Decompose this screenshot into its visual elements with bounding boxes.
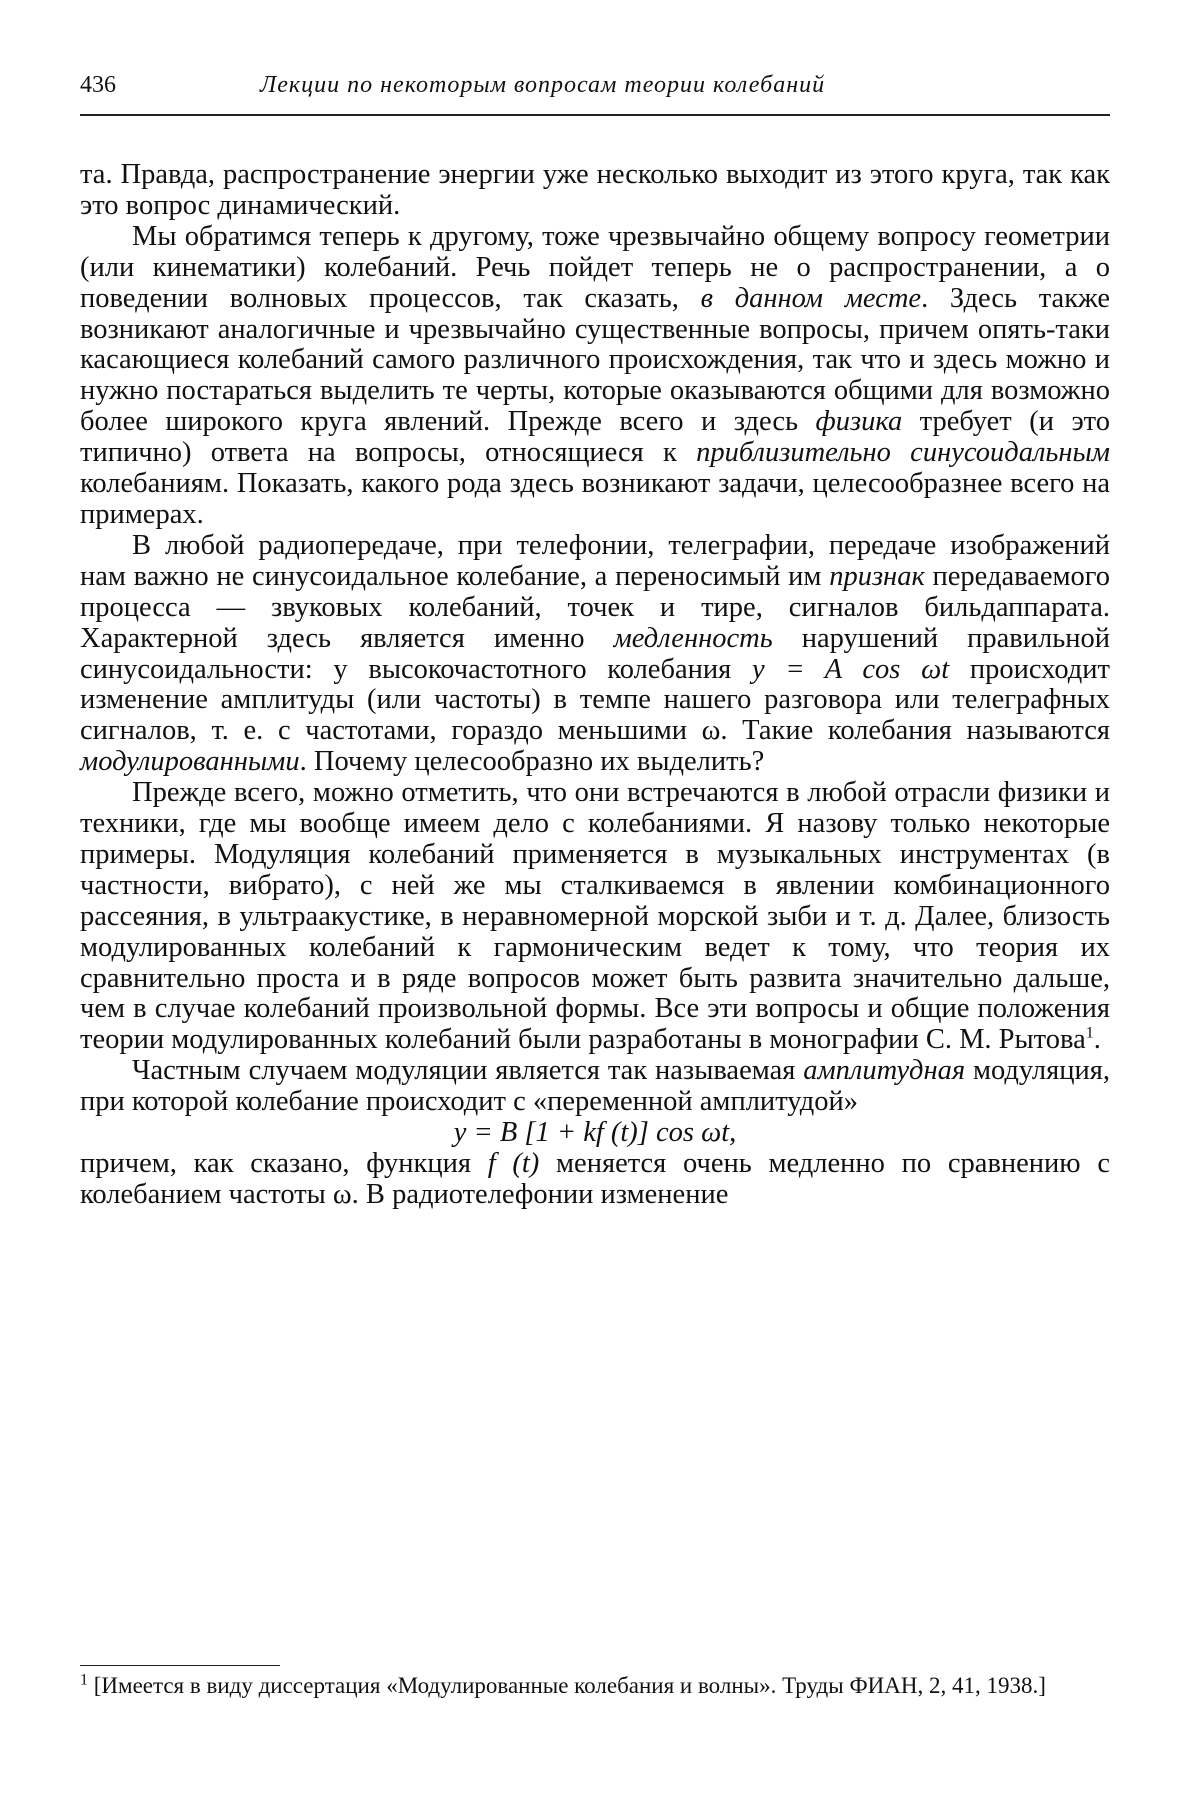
- paragraph-text: колебаниям. Показать, какого рода здесь возникают задачи, целесообразнее всего на примерах.: [80, 468, 1110, 530]
- paragraph-amplitude-modulation: [80, 1056, 1110, 1118]
- paragraph-after-formula: [80, 1149, 1110, 1211]
- paragraph-continued: [80, 160, 1110, 222]
- page-number: 436: [80, 72, 116, 98]
- paragraph-text: нарушений правильной синусоидальности: у высокочастотного колебания: [80, 622, 1110, 685]
- paragraph-text: происходит изменение амплитуды (или частоты) в темпе нашего разговора или телеграфных сигналов, т. е. с частотами, гораздо меньшими ω. Такие колебания называются: [80, 653, 1110, 747]
- footnote-reference[interactable]: 1: [1085, 1024, 1094, 1042]
- paragraph-text: Мы обратимся теперь к другому, тоже чрезвычайно общему вопросу геометрии (или кинематики) колебаний. Речь пойдет теперь не о распространении, а о поведении волновых процессов, так сказать,: [80, 220, 1110, 314]
- paragraph-text: В любой радиопередаче, при телефонии, телеграфии, передаче изображений нам важно не синусоидальное колебание, а переносимый им: [80, 529, 1110, 592]
- paragraph-text: передаваемого процесса — звуковых колебаний, точек и тире, сигналов бильдаппарата. Характерной здесь является именно: [80, 560, 1110, 654]
- header-rule: [80, 114, 1110, 116]
- main-text: [80, 160, 1110, 1211]
- paragraph-text: модуляция, при которой колебание происходит с «переменной амплитудой»: [80, 1055, 1110, 1118]
- paragraph-text: Частным случаем модуляции является так называемая: [132, 1055, 804, 1087]
- paragraph-text: Прежде всего, можно отметить, что они встречаются в любой отрасли физики и техники, где мы вообще имеем дело с колебаниями. Я назову только некоторые примеры. Модуляция колебаний применяется в музыкальных инструментах (в частности, вибрато), с ней же мы сталкиваемся в явлении комбинационного рассеяния, в ультраакустике, в неравномерной морской зыби и т. д. Далее, близость модулированных колебаний к гармоническим ведет к тому, что теория их сравнительно проста и в ряде вопросов может быть развита значительно дальше, чем в случае колебаний произвольной формы. Все эти вопросы и общие положения теории модулированных колебаний были разработаны в монографии С. М. Рытова: [80, 777, 1110, 1056]
- italic-phrase: физика: [815, 406, 903, 438]
- footnote-text: [Имеется в виду диссертация «Модулированные колебания и волны». Труды ФИАН, 2, 41, 1938.]: [88, 1673, 1046, 1698]
- paragraph-text: .: [1093, 1024, 1101, 1056]
- paragraph-kinematics: [80, 222, 1110, 531]
- italic-phrase: приблизительно синусоидальным: [696, 437, 1110, 469]
- paragraph-text: . Почему целесообразно их выделить?: [299, 746, 765, 778]
- inline-math: f (t): [487, 1148, 540, 1179]
- italic-phrase: медленность: [613, 622, 773, 654]
- paragraph-radio: [80, 531, 1110, 778]
- footnote-mark: 1: [80, 1671, 88, 1689]
- italic-phrase: амплитудная: [803, 1055, 966, 1087]
- inline-math: y = A cos ωt: [751, 653, 950, 685]
- paragraph-text: причем, как сказано, функция: [80, 1148, 488, 1179]
- running-head: [80, 72, 1110, 102]
- italic-phrase: в данном месте: [700, 282, 922, 314]
- paragraph-text: . Здесь также возникают аналогичные и чрезвычайно существенные вопросы, причем опять-таки касающиеся колебаний самого различного происхождения, так что и здесь можно и нужно постараться выделить те черты, которые оказываются общими для возможно более широкого круга явлений. Прежде всего и здесь: [80, 282, 1111, 438]
- paragraph-text: меняется очень медленно по сравнению с колебанием частоты ω. В радиотелефонии изменение: [80, 1148, 1110, 1210]
- display-formula: y = B [1 + kf (t)] cos ωt,: [453, 1117, 737, 1149]
- paragraph-examples: [80, 778, 1110, 1056]
- footnote: [80, 1672, 1110, 1700]
- paragraph-text: требует (и это типично) ответа на вопросы, относящиеся к: [80, 406, 1111, 469]
- running-title: Лекции по некоторым вопросам теории колебаний: [260, 72, 826, 98]
- italic-phrase: модулированными: [80, 746, 300, 778]
- italic-phrase: признак: [829, 560, 925, 592]
- footnote-rule: [80, 1665, 280, 1666]
- paragraph-text: та. Правда, распространение энергии уже несколько выходит из этого круга, так как это вопрос динамический.: [80, 159, 1110, 221]
